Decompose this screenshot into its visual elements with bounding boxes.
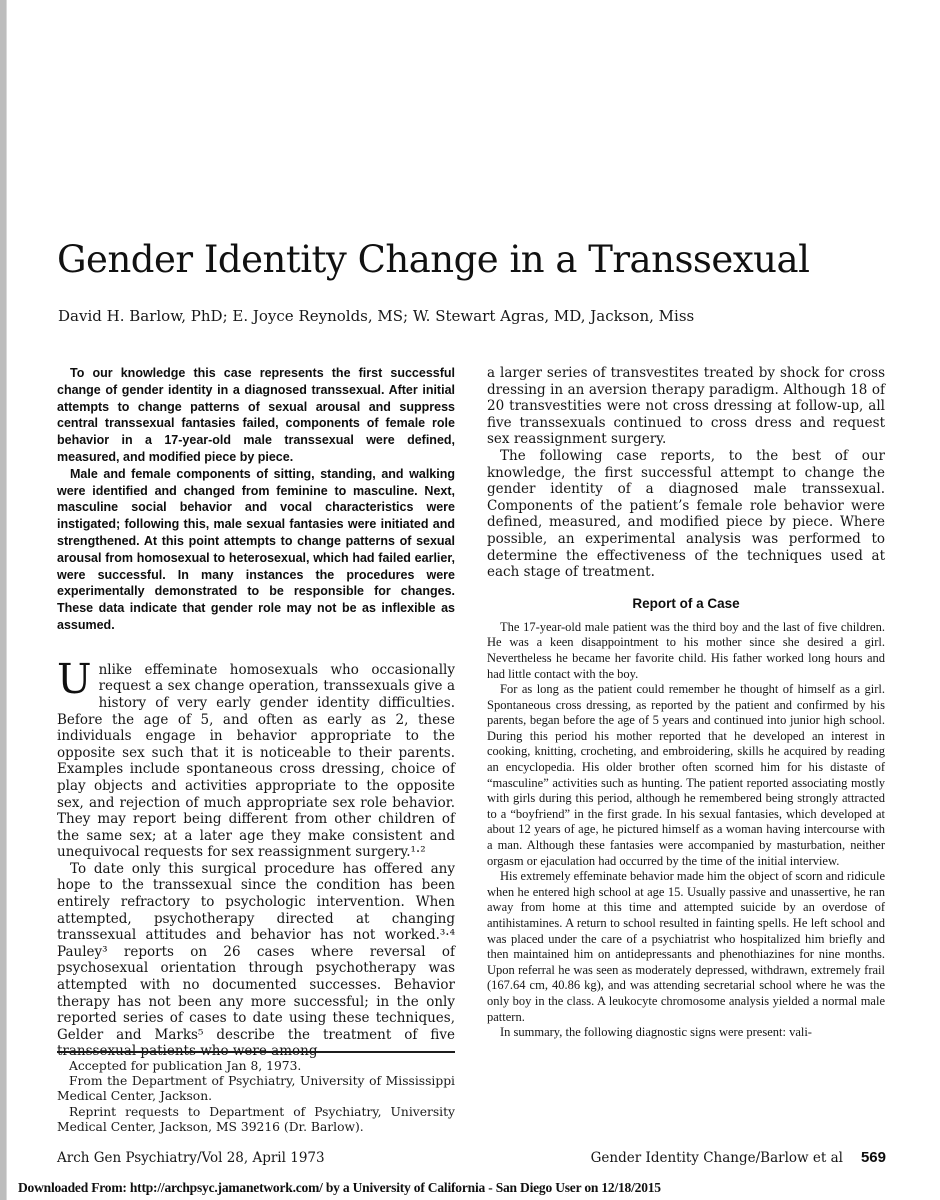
article-title: Gender Identity Change in a Transsexual	[57, 238, 810, 281]
scan-edge-strip	[0, 0, 7, 1200]
case-paragraph-1: The 17-year-old male patient was the third boy and the last of five children. He was a keen disappointment to his mother since she desired a girl. Nevertheless he became her favorite child. His father worked long hours and had little contact with the boy.	[487, 619, 885, 681]
intro-paragraph-2: To date only this surgical procedure has offered any hope to the transsexual since the condition has been entirely refractory to psychologic intervention. When attempted, psychotherapy directed at changing transsexual attitudes and behavior has not worked.³·⁴ Pauley³ reports on 26 cases where reversal of psychosexual orientation through psychotherapy was attempted with no documented successes. Behavior therapy has not been any more successful; in the only reported series of cases to date using these techniques, Gelder and Marks⁵ describe the treatment of five transsexual patients who were among	[57, 860, 455, 1060]
running-head: Gender Identity Change/Barlow et al	[590, 1150, 843, 1166]
journal-citation: Arch Gen Psychiatry/Vol 28, April 1973	[57, 1150, 325, 1166]
case-paragraph-3: His extremely effeminate behavior made him the object of scorn and ridicule when he entered high school at age 15. Usually passive and unassertive, he ran away from home at this time and attempted suicide by an overdose of antihistamines. A return to school resulted in fainting spells. He left school and was placed under the care of a psychiatrist who hospitalized him briefly and then maintained him on antidepressants and phenothiazines for nine months. Upon referral he was seen as moderately depressed, withdrawn, extremely frail (167.64 cm, 40.86 kg), and was attending secretarial school where he was the only boy in the class. A leukocyte chromosome analysis yielded a normal male pattern.	[487, 869, 885, 1024]
footnote-affiliation: From the Department of Psychiatry, University of Mississippi Medical Center, Jackson.	[57, 1074, 455, 1104]
page-footer	[57, 1149, 886, 1166]
continuation-paragraph: a larger series of transvestites treated by shock for cross dressing in an aversion therapy paradigm. Although 18 of 20 transvestities were not cross dressing at follow-up, all five transsexuals continued to cross dress and request sex reassignment surgery.	[487, 365, 885, 448]
section-heading-report-of-a-case: Report of a Case	[632, 595, 740, 611]
footnote-accepted: Accepted for publication Jan 8, 1973.	[69, 1058, 302, 1073]
case-overview-paragraph: The following case reports, to the best of our knowledge, the first successful attempt to change the gender identity of a diagnosed male transsexual. Components of the patient’s female role behavior were defined, measured, and modified piece by piece. Where possible, an experimental analysis was performed to determine the effectiveness of the techniques used at each stage of treatment.	[487, 447, 885, 581]
article-body	[57, 365, 885, 1137]
footnote-reprints: Reprint requests to Department of Psychiatry, University Medical Center, Jackson, MS 39216 (Dr. Barlow).	[57, 1104, 455, 1134]
abstract-paragraph-2: Male and female components of sitting, standing, and walking were identified and changed from feminine to masculine. Next, masculine social behavior and vocal characteristics were instigated; following this, male sexual fantasies were initiated and strengthened. At this point attempts to change patterns of sexual arousal from homosexual to heterosexual, which had failed earlier, were successful. In many instances the procedures were experimentally demonstrated to be responsible for changes. These data indicate that gender role may not be as inflexible as assumed.	[57, 466, 455, 632]
abstract-paragraph-1: To our knowledge this case represents the first successful change of gender identity in a diagnosed transsexual. After initial attempts to change patterns of sexual arousal and suppress central transsexual fantasies failed, components of female role behavior in a 17-year-old male transsexual were defined, measured, and modified piece by piece.	[57, 366, 455, 464]
footer-right-group	[591, 1149, 886, 1166]
case-paragraph-2: For as long as the patient could remember he thought of himself as a girl. Spontaneous cross dressing, as reported by the patient and confirmed by his parents, began before the age of 5 years and continued into junior high school. During this period his mother reported that he developed an interest in cooking, knitting, crocheting, and embroidering, skills he acquired by reading an encyclopedia. His older brother often scorned him for his distaste of “masculine” activities such as hunting. The patient reported associating mostly with girls during this period, although he remembered being strongly attracted to a “boyfriend” in the first grade. In his sexual fantasies, which developed at about 12 years of age, he pictured himself as a woman having intercourse with a man. Although these fantasies were accompanied by masturbation, neither orgasm or ejaculation had occurred by the time of the initial interview.	[487, 682, 885, 868]
footnotes-block	[57, 1051, 455, 1135]
left-column	[57, 365, 455, 1137]
intro-paragraph-1-text: nlike effeminate homosexuals who occasionally request a sex change operation, transsexuals give a history of very early gender identity difficulties. Before the age of 5, and often as early as 2, these individuals engage in behavior appropriate to the opposite sex such that it is noticeable to their parents. Examples include spontaneous cross dressing, choice of play objects and activities appropriate to the opposite sex, and rejection of much appropriate sex role behavior. They may report being different from other children of the same sex; at a later age they make consistent and unequivocal requests for sex reassignment surgery.¹·²	[57, 661, 455, 861]
download-provenance-notice: Downloaded From: http://archpsyc.jamanetwork.com/ by a University of California - San Diego User on 12/18/2015	[18, 1180, 661, 1195]
article-authors: David H. Barlow, PhD; E. Joyce Reynolds, MS; W. Stewart Agras, MD, Jackson, Miss	[58, 307, 695, 325]
dropcap-letter: U	[57, 654, 92, 703]
intro-paragraph-1	[57, 654, 455, 861]
introduction-block	[57, 654, 455, 1060]
right-column	[487, 365, 885, 1137]
page-number: 569	[860, 1149, 886, 1166]
case-paragraph-4: In summary, the following diagnostic signs were present: vali-	[500, 1025, 812, 1040]
abstract-block	[57, 365, 455, 634]
